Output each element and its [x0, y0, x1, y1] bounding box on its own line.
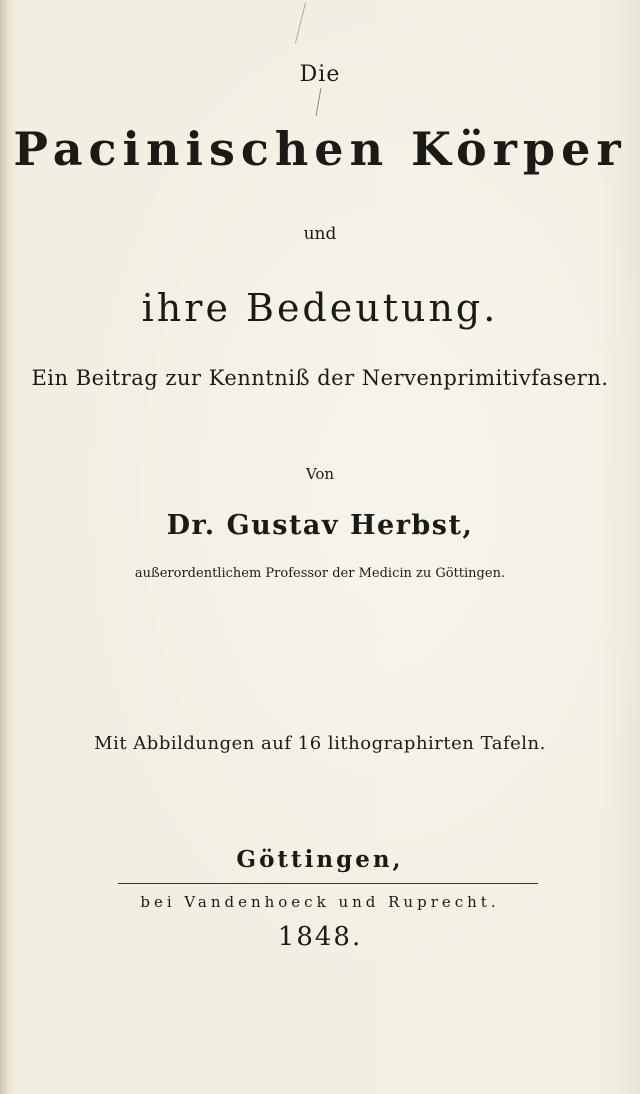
conjunction-line: und: [303, 224, 337, 244]
publication-year: 1848.: [277, 922, 363, 952]
pencil-mark: [316, 88, 322, 116]
secondary-title: ihre Bedeutung.: [141, 286, 499, 330]
publisher-line: bei Vandenhoeck und Ruprecht.: [140, 893, 500, 911]
illustrations-note: Mit Abbildungen auf 16 lithographirten Tafeln.: [94, 733, 546, 754]
by-label: Von: [305, 465, 335, 483]
publication-place: Göttingen,: [236, 846, 404, 873]
article-line: Die: [299, 62, 341, 87]
subtitle: Ein Beitrag zur Kenntniß der Nervenprimitivfasern.: [31, 366, 609, 390]
author-name: Dr. Gustav Herbst,: [166, 510, 474, 541]
pencil-mark: [295, 3, 306, 44]
main-title: Pacinischen Körper: [13, 122, 627, 176]
author-position: außerordentlichem Professor der Medicin zu Göttingen.: [134, 566, 506, 581]
divider-rule: [118, 883, 538, 884]
